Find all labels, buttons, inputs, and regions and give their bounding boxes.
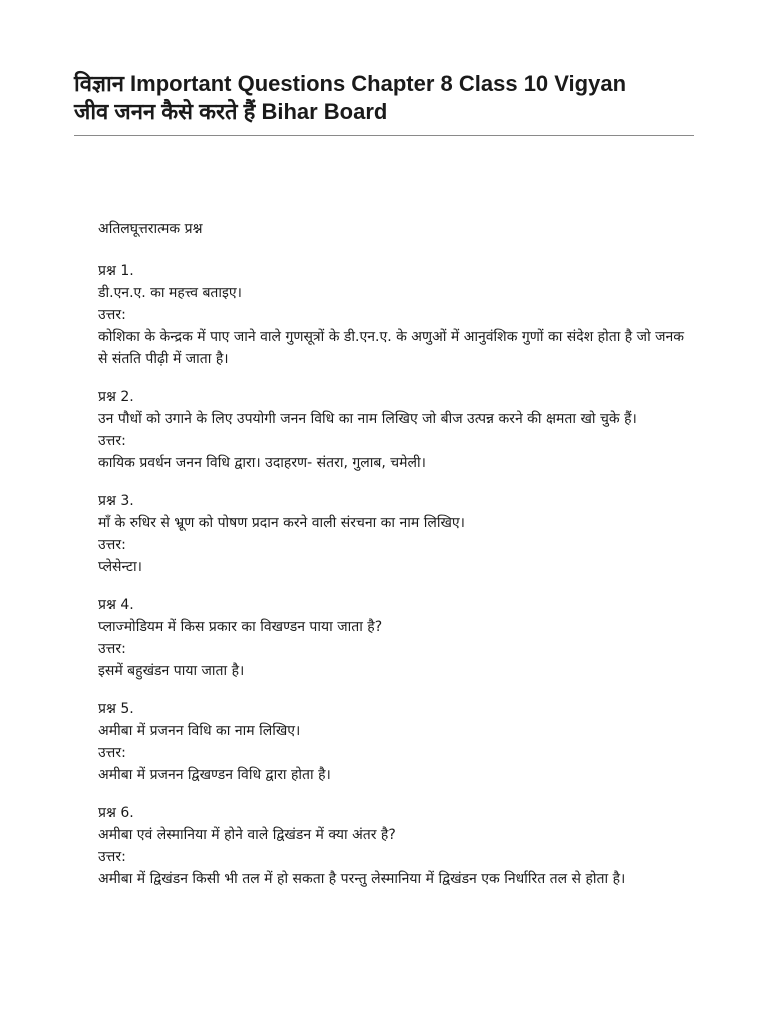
answer-text: अमीबा में प्रजनन द्विखण्डन विधि द्वारा होता है।	[98, 767, 331, 783]
answer-text: कोशिका के केन्द्रक में पाए जाने वाले गुणसूत्रों के डी.एन.ए. के अणुओं में आनुवंशिक गुणों का संदेश होता है जो जनक से संतति पीढ़ी में जाता है।	[98, 329, 685, 367]
question-label: प्रश्न 5.	[98, 701, 134, 717]
question-label: प्रश्न 4.	[98, 597, 134, 613]
answer-text: अमीबा में द्विखंडन किसी भी तल में हो सकता है परन्तु लेस्मानिया में द्विखंडन एक निर्धारित तल से होता है।	[98, 871, 626, 887]
answer-text: प्लेसेन्टा।	[98, 559, 142, 575]
question-text: डी.एन.ए. का महत्त्व बताइए।	[98, 285, 242, 301]
question-label: प्रश्न 2.	[98, 389, 134, 405]
question-text: अमीबा में प्रजनन विधि का नाम लिखिए।	[98, 723, 301, 739]
qa-item-5	[98, 698, 688, 786]
question-text: उन पौधों को उगाने के लिए उपयोगी जनन विधि का नाम लिखिए जो बीज उत्पन्न करने की क्षमता खो चुके हैं।	[98, 411, 637, 427]
question-label: प्रश्न 1.	[98, 263, 134, 279]
page-title	[74, 70, 694, 126]
qa-item-1	[98, 260, 688, 370]
page-title-line-2: जीव जनन कैसे करते हैं Bihar Board	[74, 99, 388, 124]
title-divider	[74, 135, 694, 136]
qa-item-6	[98, 802, 688, 890]
qa-item-3	[98, 490, 688, 578]
question-label: प्रश्न 3.	[98, 493, 134, 509]
answer-text: कायिक प्रवर्धन जनन विधि द्वारा। उदाहरण- संतरा, गुलाब, चमेली।	[98, 455, 426, 471]
answer-label: उत्तर:	[98, 849, 126, 865]
answer-label: उत्तर:	[98, 433, 126, 449]
question-text: प्लाज्मोडियम में किस प्रकार का विखण्डन पाया जाता है?	[98, 619, 383, 635]
answer-label: उत्तर:	[98, 307, 126, 323]
answer-label: उत्तर:	[98, 537, 126, 553]
question-text: अमीबा एवं लेस्मानिया में होने वाले द्विखंडन में क्या अंतर है?	[98, 827, 396, 843]
question-text: माँ के रुधिर से भ्रूण को पोषण प्रदान करने वाली संरचना का नाम लिखिए।	[98, 515, 465, 531]
qa-item-4	[98, 594, 688, 682]
answer-label: उत्तर:	[98, 745, 126, 761]
section-heading: अतिलघूत्तरात्मक प्रश्न	[98, 221, 203, 237]
page-title-line-1: विज्ञान Important Questions Chapter 8 Class 10 Vigyan	[74, 71, 627, 96]
answer-text: इसमें बहुखंडन पाया जाता है।	[98, 663, 245, 679]
question-label: प्रश्न 6.	[98, 805, 134, 821]
qa-item-2	[98, 386, 688, 474]
answer-label: उत्तर:	[98, 641, 126, 657]
document-body	[98, 218, 688, 906]
